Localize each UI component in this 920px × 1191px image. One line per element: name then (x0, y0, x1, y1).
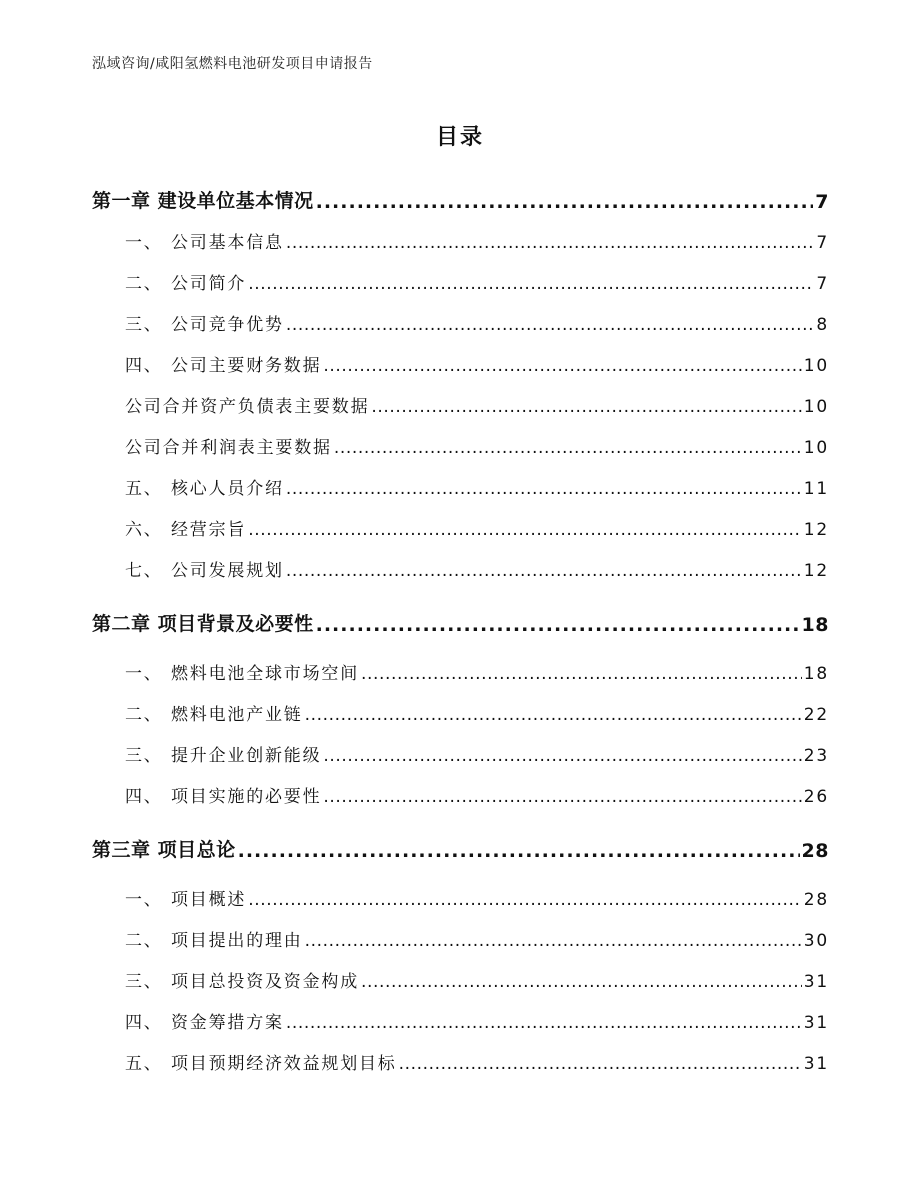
toc-dot-leader (334, 441, 802, 458)
toc-entry-number: 一、 (125, 890, 163, 910)
toc-dot-leader (361, 667, 802, 684)
toc-entry-text: 提升企业创新能级 (171, 746, 322, 766)
toc-entry-text: 经营宗旨 (171, 520, 247, 540)
toc-entry-text: 项目总投资及资金构成 (171, 972, 359, 992)
toc-entry-label (92, 835, 236, 862)
toc-dot-leader (238, 843, 800, 862)
toc-dot-leader (305, 934, 802, 951)
toc-entry-label (125, 885, 246, 910)
toc-section-entry[interactable] (92, 269, 829, 294)
toc-entry-number: 三、 (125, 972, 163, 992)
toc-entry-number: 五、 (125, 479, 163, 499)
toc-dot-leader (286, 564, 802, 581)
toc-entry-text: 公司合并资产负债表主要数据 (125, 397, 370, 417)
toc-dot-leader (323, 359, 801, 376)
toc-entry-label (125, 392, 369, 417)
toc-entry-number: 一、 (125, 664, 163, 684)
toc-section-entry[interactable] (92, 700, 829, 725)
toc-page-number: 18 (803, 664, 829, 684)
toc-section-entry[interactable] (92, 741, 829, 766)
toc-entry-number: 三、 (125, 315, 163, 335)
toc-entry-text: 公司发展规划 (171, 561, 284, 581)
toc-section-entry[interactable] (92, 1008, 829, 1033)
toc-entry-label (125, 741, 321, 766)
toc-section-entry[interactable] (92, 515, 829, 540)
toc-page-number: 28 (801, 840, 829, 862)
toc-entry-text: 公司简介 (171, 274, 247, 294)
toc-entry-text: 项目实施的必要性 (171, 787, 322, 807)
toc-entry-label (125, 310, 284, 335)
toc-dot-leader (371, 400, 801, 417)
toc-entry-text: 项目提出的理由 (171, 931, 303, 951)
toc-dot-leader (248, 893, 802, 910)
toc-entry-number: 四、 (125, 787, 163, 807)
toc-dot-leader (248, 277, 814, 294)
toc-dot-leader (361, 975, 802, 992)
toc-dot-leader (323, 749, 801, 766)
toc-section-entry[interactable] (92, 967, 829, 992)
toc-entry-number: 二、 (125, 274, 163, 294)
toc-dot-leader (316, 194, 814, 213)
toc-entry-label (125, 433, 332, 458)
toc-entry-number: 七、 (125, 561, 163, 581)
toc-entry-number: 二、 (125, 931, 163, 951)
toc-page-number: 10 (803, 438, 829, 458)
toc-section-entry[interactable] (92, 659, 829, 684)
toc-page-number: 7 (816, 274, 829, 294)
toc-section-entry[interactable] (92, 310, 829, 335)
toc-entry-text: 燃料电池产业链 (171, 705, 303, 725)
toc-section-entry[interactable] (92, 433, 829, 458)
toc-entry-label (125, 515, 246, 540)
toc-section-entry[interactable] (92, 392, 829, 417)
toc-entry-label (125, 1049, 397, 1074)
toc-page-number: 31 (803, 972, 829, 992)
toc-entry-text: 项目概述 (171, 890, 247, 910)
toc-entry-number: 六、 (125, 520, 163, 540)
toc-entry-label (125, 351, 321, 376)
toc-entry-text: 公司竞争优势 (171, 315, 284, 335)
page-title: 目录 (435, 125, 484, 150)
toc-entry-label (125, 474, 284, 499)
toc-entry-label (125, 782, 321, 807)
toc-entry-number: 一、 (125, 233, 163, 253)
toc-dot-leader (286, 236, 815, 253)
toc-page-number: 11 (803, 479, 829, 499)
toc-section-entry[interactable] (92, 885, 829, 910)
toc-chapter-entry[interactable] (92, 186, 829, 213)
toc-page-number: 12 (803, 561, 829, 581)
toc-dot-leader (399, 1057, 802, 1074)
toc-section-entry[interactable] (92, 556, 829, 581)
toc-entry-label (125, 659, 359, 684)
toc-entry-label (125, 700, 303, 725)
toc-dot-leader (316, 617, 800, 636)
toc-entry-label (125, 1008, 284, 1033)
toc-entry-number: 二、 (125, 705, 163, 725)
toc-section-entry[interactable] (92, 228, 829, 253)
toc-page-number: 23 (803, 746, 829, 766)
toc-page-number: 30 (803, 931, 829, 951)
toc-entry-text: 公司合并利润表主要数据 (125, 438, 332, 458)
toc-entry-label (92, 609, 314, 636)
toc-entry-text: 核心人员介绍 (171, 479, 284, 499)
toc-page-number: 7 (816, 233, 829, 253)
toc-dot-leader (248, 523, 802, 540)
toc-entry-number: 四、 (125, 356, 163, 376)
toc-entry-label (125, 967, 359, 992)
toc-chapter-entry[interactable] (92, 835, 829, 862)
toc-page-number: 28 (803, 890, 829, 910)
toc-entry-text: 第二章 项目背景及必要性 (92, 613, 314, 635)
toc-entry-number: 四、 (125, 1013, 163, 1033)
toc-entry-number: 五、 (125, 1054, 163, 1074)
toc-entry-text: 资金筹措方案 (171, 1013, 284, 1033)
toc-page-number: 31 (803, 1054, 829, 1074)
toc-dot-leader (305, 708, 802, 725)
toc-dot-leader (286, 1016, 802, 1033)
toc-entry-label (125, 926, 303, 951)
toc-page-number: 12 (803, 520, 829, 540)
toc-page-number: 10 (803, 356, 829, 376)
toc-page-number: 22 (803, 705, 829, 725)
toc-entry-text: 第三章 项目总论 (92, 839, 236, 861)
toc-entry-label (125, 269, 246, 294)
toc-page-number: 26 (803, 787, 829, 807)
toc-entry-text: 第一章 建设单位基本情况 (92, 190, 314, 212)
toc-section-entry[interactable] (92, 926, 829, 951)
toc-entry-label (125, 228, 284, 253)
toc-page-number: 18 (801, 614, 829, 636)
toc-section-entry[interactable] (92, 474, 829, 499)
toc-section-entry[interactable] (92, 351, 829, 376)
toc-section-entry[interactable] (92, 1049, 829, 1074)
toc-entry-text: 公司主要财务数据 (171, 356, 322, 376)
toc-page-number: 31 (803, 1013, 829, 1033)
toc-section-entry[interactable] (92, 782, 829, 807)
toc-entry-label (125, 556, 284, 581)
toc-page-number: 7 (815, 191, 829, 213)
toc-dot-leader (286, 482, 802, 499)
toc-dot-leader (286, 318, 815, 335)
toc-chapter-entry[interactable] (92, 609, 829, 636)
toc-entry-number: 三、 (125, 746, 163, 766)
toc-page-number: 8 (816, 315, 829, 335)
toc-entry-text: 燃料电池全球市场空间 (171, 664, 359, 684)
toc-entry-text: 项目预期经济效益规划目标 (171, 1054, 397, 1074)
running-header: 泓域咨询/咸阳氢燃料电池研发项目申请报告 (92, 56, 373, 72)
toc-entry-label (92, 186, 314, 213)
toc-entry-text: 公司基本信息 (171, 233, 284, 253)
toc-page-number: 10 (803, 397, 829, 417)
toc-dot-leader (323, 790, 801, 807)
